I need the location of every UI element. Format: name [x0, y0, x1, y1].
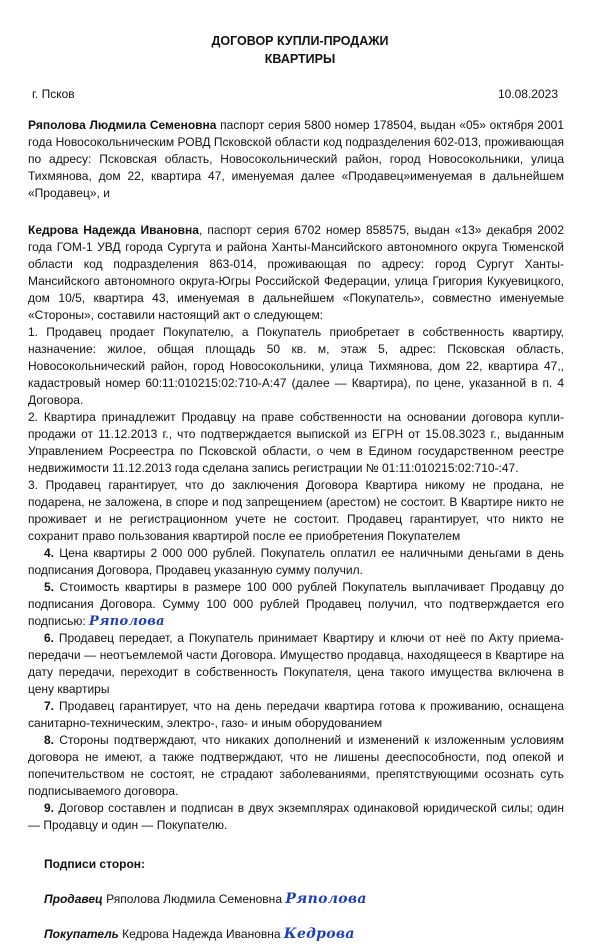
clause-9-text: Договор составлен и подписан в двух экземплярах одинаковой юридической силы; один — Продавцу и один — Покупателю. — [28, 801, 564, 832]
clause-7-text: Продавец гарантирует, что на день передачи квартира готова к проживанию, оснащена санитарно-техническим, электро-, газо- и иным оборудованием — [28, 699, 564, 730]
clause-8 — [28, 732, 564, 800]
title-line-1: ДОГОВОР КУПЛИ-ПРОДАЖИ — [211, 34, 389, 48]
clause-5-number: 5. — [44, 580, 55, 594]
buyer-paragraph — [28, 222, 564, 324]
clause-4-text: Цена квартиры 2 000 000 рублей. Покупатель оплатил ее наличными деньгами в день подписания Договора, Продавец указанную сумму получил. — [28, 546, 564, 577]
clause-3: 3. Продавец гарантирует, что до заключения Договора Квартира никому не продана, не подарена, не заложена, в споре и под запрещением (арестом) не состоит. В Квартире никто не проживает и не регистрационном учете не состоит. Продавец гарантирует, что никто не сохранит право пользования квартирой после ее приобретения Покупателем — [28, 478, 564, 543]
buyer-sign-line — [44, 926, 564, 943]
clause-6 — [28, 630, 564, 698]
clause-8-text: Стороны подтверждают, что никаких дополнений и изменений к изложенным условиям договора не имеют, а также подтверждают, что не лишены дееспособности, под опекой и попечительством не состоят, не страдают заболеваниями, препятствующими осознать суть подписываемого договора. — [28, 733, 564, 798]
clause-6-text: Продавец передает, а Покупатель принимает Квартиру и ключи от неё по Акту приема-передачи — неотъемлемой части Договора. Имущество продавца, находящееся в Квартире на дату передачи, переходит в собственность Покупателя, цена такого имущества включена в цену квартиры — [28, 631, 564, 696]
clause-5 — [28, 579, 564, 630]
city: г. Псков — [32, 87, 75, 101]
seller-signature-inline: Ряполова — [89, 614, 165, 629]
clause-9 — [28, 800, 564, 834]
clause-4-number: 4. — [44, 546, 55, 560]
clause-1: 1. Продавец продает Покупателю, а Покупатель приобретает в собственность квартиру, назначение: жилое, общая площадь 50 кв. м, этаж 5, адрес: Псковская область, Новосокольнический район, город Новосокольники, улица Тихмянова, дом 22, квартира 47,, кадастровый номер 60:11:010215:02:710-А:47 (далее — Квартира), по цене, указанной в п. 4 Договора. — [28, 325, 564, 407]
signatures-heading: Подписи сторон: — [44, 857, 146, 871]
seller-full-name: Ряполова Людмила Семеновна — [102, 892, 286, 906]
city-date-row — [28, 86, 564, 103]
contract-date: 10.08.2023 — [497, 87, 558, 101]
buyer-signature: Кедрова — [283, 926, 355, 942]
clause-5-text: Стоимость квартиры в размере 100 000 рублей Покупатель выплачивает Продавцу до подписания Договора. Сумму 100 000 рублей Продавец получил, что подтверждается его подписью: — [28, 580, 564, 628]
title-line-2: КВАРТИРЫ — [264, 52, 336, 66]
buyer-name: Кедрова Надежда Ивановна — [28, 223, 199, 237]
seller-name: Ряполова Людмила Семеновна — [28, 118, 217, 132]
seller-details: паспорт серия 5800 номер 178504, выдан «05» октября 2001 года Новосокольническим РОВД Псковской области код подразделения 602-013, проживающая по адресу: Псковская область, Новосокольнический район, город Новосокольники, улица Тихмянова, дом 22, квартира 47, именуемая далее «Продавец»именуемая в дальнейшем «Продавец», и — [28, 118, 564, 200]
seller-signature: Ряполова — [285, 891, 367, 907]
clause-9-number: 9. — [44, 801, 55, 815]
clause-8-number: 8. — [44, 733, 55, 747]
clause-7-number: 7. — [44, 699, 55, 713]
seller-role: Продавец — [44, 892, 103, 906]
buyer-full-name: Кедрова Надежда Ивановна — [118, 927, 284, 941]
clause-6-number: 6. — [44, 631, 55, 645]
clause-4 — [28, 545, 564, 579]
buyer-role: Покупатель — [44, 927, 119, 941]
clause-2: 2. Квартира принадлежит Продавцу на праве собственности на основании договора купли-продажи от 11.12.2013 г., что подтверждается выпиской из ЕГРН от 15.08.3023 г., выданным Управлением Росреестра по Псковской области, о чем в Едином государственном реестре недвижимости 11.12.2013 года сделана запись регистрации № 01:11:010215:02:710-:47. — [28, 410, 564, 475]
seller-paragraph — [28, 117, 564, 202]
buyer-details: , паспорт серия 6702 номер 858575, выдан «13» декабря 2002 года ГОМ-1 УВД города Сургута и района Ханты-Мансийского автономного округа Тюменской области код подразделения 863-014, проживающая по адресу: город Сургут Ханты-Мансийского автономного округа-Югры Российской Федерации, улица Григория Кукуевицкого, дом 10/5, квартира 43, именуемая в дальнейшем «Покупатель», совместно именуемые «Стороны», составили настоящий акт о следующем: — [28, 223, 564, 322]
clause-7 — [28, 698, 564, 732]
seller-sign-line — [44, 891, 564, 908]
document-title — [36, 32, 564, 68]
